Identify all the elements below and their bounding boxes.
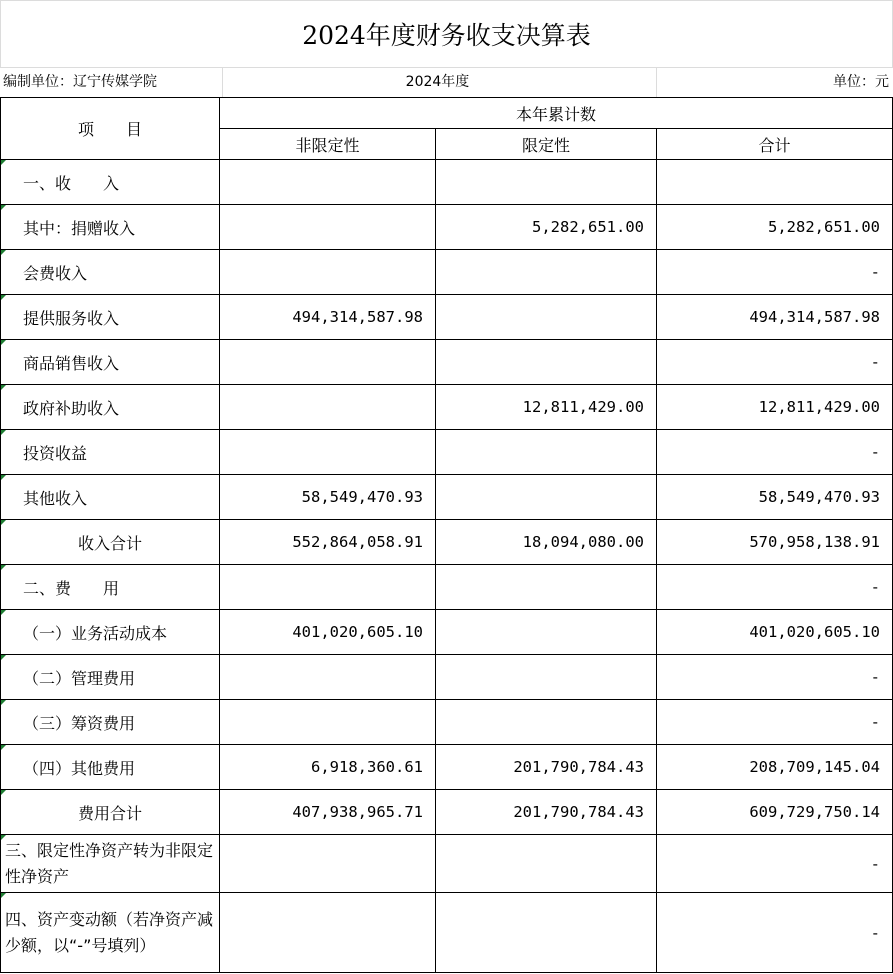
table-row bbox=[1, 610, 893, 655]
cell-restricted: 18,094,080.00 bbox=[436, 520, 657, 565]
page-title: 2024年度财务收支决算表 bbox=[302, 21, 591, 50]
cell-total bbox=[657, 160, 893, 205]
cell-total: - bbox=[657, 430, 893, 475]
currency-unit: 单位：元 bbox=[656, 68, 893, 98]
cell-total: 401,020,605.10 bbox=[657, 610, 893, 655]
cell-unrestricted: 552,864,058.91 bbox=[220, 520, 436, 565]
row-label: 一、收 入 bbox=[1, 160, 220, 205]
table-row bbox=[1, 700, 893, 745]
cell-unrestricted bbox=[220, 893, 436, 973]
table-row bbox=[1, 565, 893, 610]
cell-unrestricted bbox=[220, 565, 436, 610]
cell-unrestricted bbox=[220, 385, 436, 430]
table-row bbox=[1, 745, 893, 790]
row-label: （一）业务活动成本 bbox=[1, 610, 220, 655]
cell-unrestricted bbox=[220, 430, 436, 475]
cell-total: 570,958,138.91 bbox=[657, 520, 893, 565]
table-row bbox=[1, 205, 893, 250]
header-unrestricted: 非限定性 bbox=[220, 129, 436, 160]
row-label: （四）其他费用 bbox=[1, 745, 220, 790]
cell-restricted: 5,282,651.00 bbox=[436, 205, 657, 250]
prepared-by: 编制单位：辽宁传媒学院 bbox=[0, 68, 223, 98]
cell-total: - bbox=[657, 340, 893, 385]
cell-unrestricted: 6,918,360.61 bbox=[220, 745, 436, 790]
cell-unrestricted bbox=[220, 835, 436, 893]
row-label: 商品销售收入 bbox=[1, 340, 220, 385]
table-row bbox=[1, 430, 893, 475]
cell-unrestricted bbox=[220, 700, 436, 745]
cell-unrestricted bbox=[220, 205, 436, 250]
row-label: 四、资产变动额（若净资产减少额，以“-”号填列） bbox=[1, 893, 220, 973]
cell-restricted bbox=[436, 700, 657, 745]
row-label: 其中：捐赠收入 bbox=[1, 205, 220, 250]
cell-total: - bbox=[657, 835, 893, 893]
row-label: 提供服务收入 bbox=[1, 295, 220, 340]
cell-total: - bbox=[657, 700, 893, 745]
row-label: 三、限定性净资产转为非限定性净资产 bbox=[1, 835, 220, 893]
table-row bbox=[1, 295, 893, 340]
row-label: 二、费 用 bbox=[1, 565, 220, 610]
row-label: （三）筹资费用 bbox=[1, 700, 220, 745]
cell-unrestricted bbox=[220, 160, 436, 205]
cell-total: 494,314,587.98 bbox=[657, 295, 893, 340]
cell-restricted bbox=[436, 340, 657, 385]
table-row bbox=[1, 385, 893, 430]
cell-unrestricted: 407,938,965.71 bbox=[220, 790, 436, 835]
cell-total: 58,549,470.93 bbox=[657, 475, 893, 520]
cell-total: 5,282,651.00 bbox=[657, 205, 893, 250]
row-label: （二）管理费用 bbox=[1, 655, 220, 700]
table-row bbox=[1, 340, 893, 385]
finance-table bbox=[0, 97, 893, 973]
row-label: 费用合计 bbox=[1, 790, 220, 835]
table-row bbox=[1, 655, 893, 700]
cell-total: - bbox=[657, 655, 893, 700]
header-total: 合计 bbox=[657, 129, 893, 160]
cell-restricted bbox=[436, 893, 657, 973]
row-label: 政府补助收入 bbox=[1, 385, 220, 430]
cell-restricted bbox=[436, 610, 657, 655]
cell-restricted bbox=[436, 430, 657, 475]
table-row bbox=[1, 160, 893, 205]
cell-restricted: 12,811,429.00 bbox=[436, 385, 657, 430]
row-label: 其他收入 bbox=[1, 475, 220, 520]
cell-total: - bbox=[657, 565, 893, 610]
fiscal-year: 2024年度 bbox=[219, 68, 657, 98]
cell-restricted bbox=[436, 655, 657, 700]
cell-restricted bbox=[436, 835, 657, 893]
table-row bbox=[1, 250, 893, 295]
cell-unrestricted bbox=[220, 340, 436, 385]
table-row bbox=[1, 475, 893, 520]
cell-restricted bbox=[436, 250, 657, 295]
cell-unrestricted: 494,314,587.98 bbox=[220, 295, 436, 340]
header-restricted: 限定性 bbox=[436, 129, 657, 160]
cell-restricted bbox=[436, 295, 657, 340]
cell-restricted bbox=[436, 160, 657, 205]
cell-restricted bbox=[436, 475, 657, 520]
cell-restricted: 201,790,784.43 bbox=[436, 745, 657, 790]
row-label: 会费收入 bbox=[1, 250, 220, 295]
cell-unrestricted: 401,020,605.10 bbox=[220, 610, 436, 655]
cell-unrestricted: 58,549,470.93 bbox=[220, 475, 436, 520]
cell-unrestricted bbox=[220, 655, 436, 700]
cell-unrestricted bbox=[220, 250, 436, 295]
row-label: 投资收益 bbox=[1, 430, 220, 475]
table-row bbox=[1, 893, 893, 973]
table-row bbox=[1, 520, 893, 565]
table-row bbox=[1, 790, 893, 835]
header-group: 本年累计数 bbox=[220, 98, 893, 129]
cell-total: - bbox=[657, 250, 893, 295]
cell-restricted bbox=[436, 565, 657, 610]
header-item: 项 目 bbox=[1, 98, 220, 160]
row-label: 收入合计 bbox=[1, 520, 220, 565]
table-row bbox=[1, 835, 893, 893]
cell-total: 208,709,145.04 bbox=[657, 745, 893, 790]
cell-total: 609,729,750.14 bbox=[657, 790, 893, 835]
cell-total: - bbox=[657, 893, 893, 973]
cell-restricted: 201,790,784.43 bbox=[436, 790, 657, 835]
cell-total: 12,811,429.00 bbox=[657, 385, 893, 430]
meta-row bbox=[0, 68, 893, 98]
